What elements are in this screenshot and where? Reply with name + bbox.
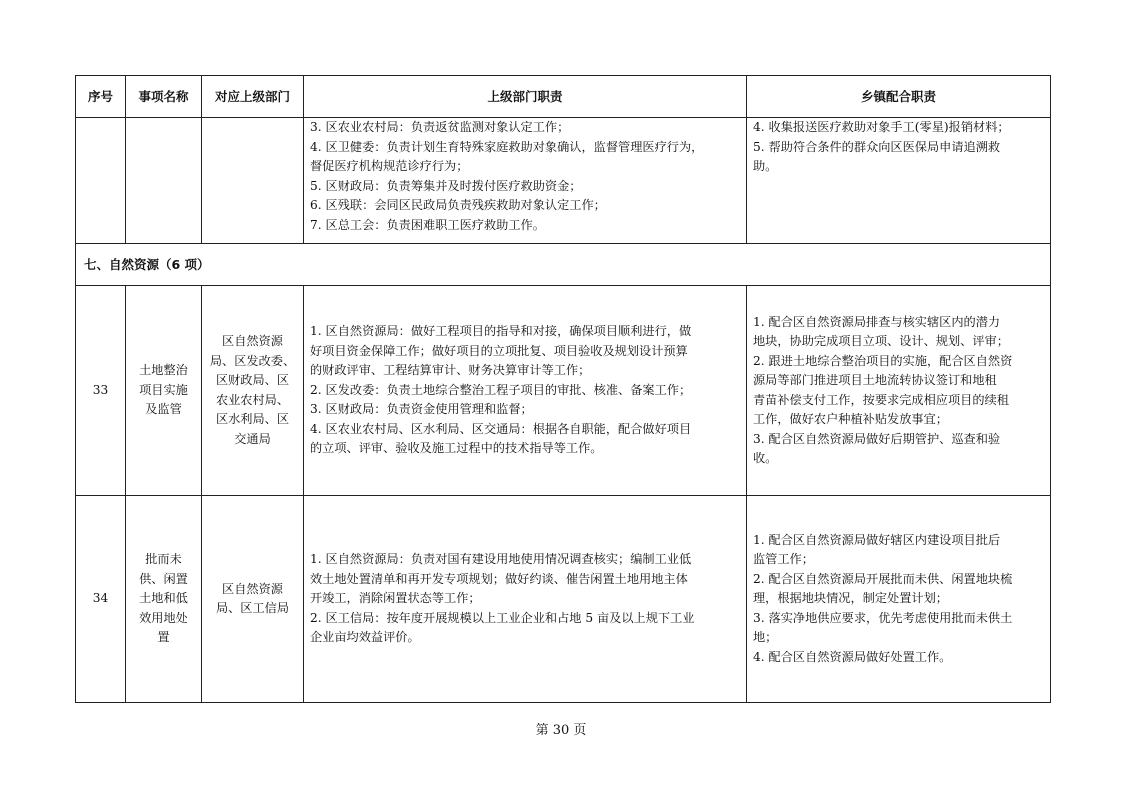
text-line: 理，根据地块情况，制定处置计划； [753,591,948,606]
text-line: 6. 区残联：会同区民政局负责残疾救助对象认定工作； [310,198,606,212]
row-town-duties [747,496,1051,703]
text-line: 督促医疗机构规范诊疗行为； [310,159,469,173]
header-upper-duties: 上级部门职责 [304,76,747,118]
text-line: 2. 配合区自然资源局开展批而未供、闲置地块梳 [753,571,1013,586]
item-line: 批而未 [145,552,182,567]
row-dept [202,286,304,496]
dept-line: 区财政局、区 [215,373,290,387]
text-line: 开竣工，消除闲置状态等工作； [310,591,481,606]
dept-line: 局、区工信局 [215,601,290,615]
text-line: 1. 配合区自然资源局做好辖区内建设项目批后 [753,532,1001,547]
item-line: 效用地处 [139,610,188,625]
text-line: 3. 落实净地供应要求，优先考虑使用批而未供土 [753,610,1013,625]
text-line: 的立项、评审、验收及施工过程中的技术指导等工作。 [310,441,603,456]
dept-line: 区自然资源 [222,581,283,596]
text-line: 2. 跟进土地综合整治项目的实施，配合区自然资 [753,353,1013,368]
row-item [126,496,202,703]
text-line: 1. 区自然资源局：负责对国有建设用地使用情况调查核实；编制工业低 [310,552,692,567]
text-line: 4. 区卫健委：负责计划生育特殊家庭救助对象确认，监督管理医疗行为， [310,139,704,154]
table-row [76,286,1051,496]
text-line: 1. 区自然资源局：做好工程项目的指导和对接，确保项目顺利进行，做 [310,324,692,339]
cont-town-cell [747,118,1051,244]
header-dept: 对应上级部门 [202,76,304,118]
text-line: 青苗补偿支付工作，按要求完成相应项目的续租 [753,392,1009,407]
header-town-duties: 乡镇配合职责 [747,76,1051,118]
item-line: 供、闲置 [139,571,188,586]
header-row [76,76,1051,118]
dept-line: 区自然资源 [222,334,283,348]
table-row [76,496,1051,703]
text-line: 7. 区总工会：负责困难职工医疗救助工作。 [310,217,545,232]
text-line: 4. 配合区自然资源局做好处置工作。 [753,649,952,664]
row-seq: 33 [76,286,126,496]
row-upper-duties [304,286,747,496]
row-upper-duties [304,496,747,703]
item-line: 土地整治 [139,363,188,378]
text-line: 收。 [753,451,778,465]
cont-item-cell [126,118,202,244]
text-line: 好项目资金保障工作；做好项目的立项批复、项目验收及规划设计预算 [310,343,688,358]
text-line: 3. 区财政局：负责资金使用管理和监督； [310,402,533,417]
item-line: 及监管 [145,402,182,417]
text-line: 1. 配合区自然资源局排查与核实辖区内的潜力 [753,314,1001,329]
dept-line: 区水利局、区 [215,412,290,426]
cont-dept-cell [202,118,304,244]
row-seq: 34 [76,496,126,703]
text-line: 效土地处置清单和再开发专项规划；做好约谈、催告闲置土地用地主体 [310,571,688,586]
header-item: 事项名称 [126,76,202,118]
cont-seq-cell [76,118,126,244]
text-line: 工作，做好农户种植补贴发放事宜； [753,412,948,426]
section-row [76,244,1051,286]
dept-line: 交通局 [234,431,271,446]
cont-upper-cell [304,118,747,244]
text-line: 5. 帮助符合条件的群众向区医保局申请追溯救 [753,139,1001,154]
text-line: 地块，协助完成项目立项、设计、规划、评审； [753,334,1009,348]
item-line: 项目实施 [139,382,188,397]
text-line: 4. 区农业农村局、区水利局、区交通局：根据各自职能，配合做好项目 [310,421,692,436]
item-line: 置 [157,630,170,645]
text-line: 地； [753,630,778,645]
row-town-duties [747,286,1051,496]
text-line: 监管工作； [753,552,814,567]
section-heading: 七、自然资源（6 项） [76,244,1051,286]
dept-line: 农业农村局、 [215,392,290,407]
text-line: 源局等部门推进项目土地流转协议签订和地租 [753,373,997,387]
row-item [126,286,202,496]
text-line: 2. 区工信局：按年度开展规模以上工业企业和占地 5 亩及以上规下工业 [310,610,695,625]
text-line: 5. 区财政局：负责筹集并及时拨付医疗救助资金； [310,178,582,193]
row-dept [202,496,304,703]
text-line: 助。 [753,159,778,173]
text-line: 4. 收集报送医疗救助对象手工(零星)报销材料； [753,120,1010,134]
item-line: 土地和低 [139,591,188,606]
duty-table [75,75,1051,703]
text-line: 的财政评审、工程结算审计、财务决算审计等工作； [310,363,591,378]
page-number: 第 30 页 [535,723,587,738]
text-line: 2. 区发改委：负责土地综合整治工程子项目的审批、核准、备案工作； [310,382,692,397]
continuation-row [76,118,1051,244]
text-line: 3. 配合区自然资源局做好后期管护、巡查和验 [753,431,1001,446]
text-line: 企业亩均效益评价。 [310,630,420,645]
dept-line: 局、区发改委、 [209,353,296,368]
text-line: 3. 区农业农村局：负责返贫监测对象认定工作； [310,120,570,134]
header-seq: 序号 [76,76,126,118]
